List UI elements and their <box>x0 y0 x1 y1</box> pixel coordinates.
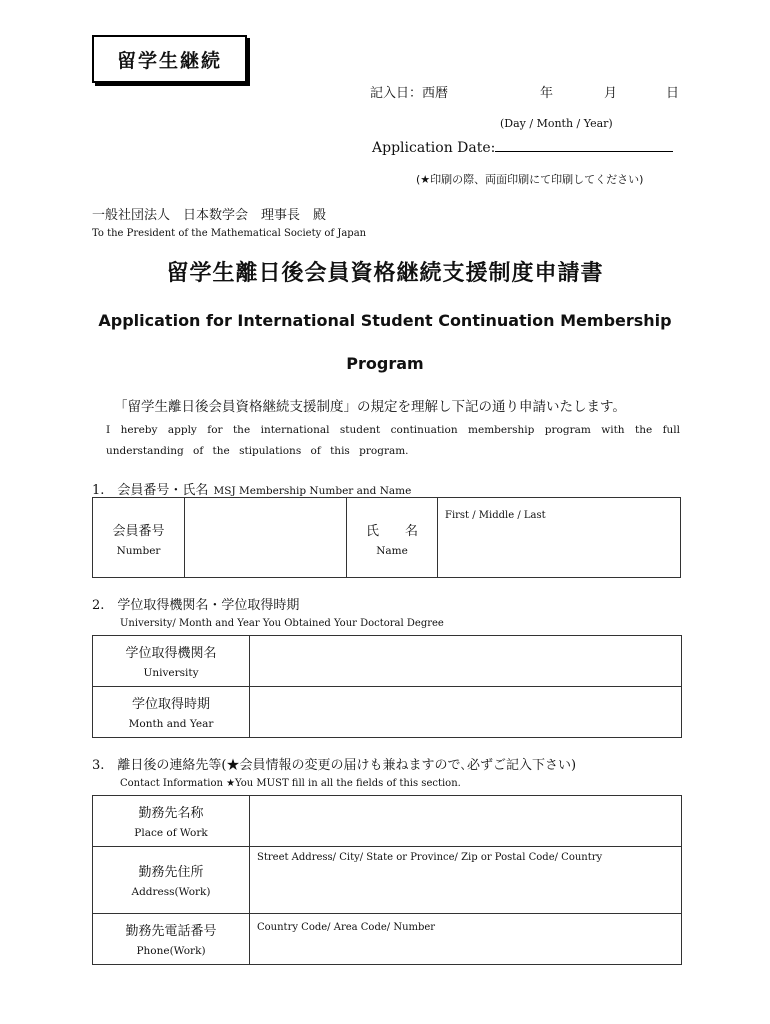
print-note: (★印刷の際、両面印刷にて印刷してください) <box>416 173 644 186</box>
work-phone-field[interactable] <box>250 914 682 965</box>
degree-period-label-jp: 学位取得時期 <box>131 697 210 712</box>
section3-heading-en: Contact Information ★You MUST fill in all the fields of this section. <box>120 778 461 789</box>
entry-month-label: 月 <box>604 86 618 101</box>
declaration-en: I hereby apply for the international student continuation membership program with the full understanding of the stipulations of this program. <box>106 424 680 457</box>
section1-table <box>92 497 681 578</box>
application-date-label: Application Date: <box>372 140 496 156</box>
declaration-jp: 「留学生離日後会員資格継続支援制度」の規定を理解し下記の通り申請いたします。 <box>114 399 626 415</box>
work-address-label <box>93 847 250 914</box>
date-format-hint: (Day / Month / Year) <box>500 117 613 130</box>
member-number-label <box>93 498 185 578</box>
entry-day-label: 日 <box>666 86 680 101</box>
work-name-label-jp: 勤務先名称 <box>138 806 204 821</box>
degree-period-label-en: Month and Year <box>128 718 214 730</box>
addressee-en: To the President of the Mathematical Society of Japan <box>92 228 367 239</box>
work-name-field[interactable] <box>250 796 682 847</box>
work-phone-hint: Country Code/ Area Code/ Number <box>257 922 436 933</box>
section2-heading-jp: 2. 学位取得機関名・学位取得時期 <box>92 598 300 613</box>
page-title-jp: 留学生離日後会員資格継続支援制度申請書 <box>166 261 604 286</box>
work-phone-label-jp: 勤務先電話番号 <box>125 924 217 939</box>
form-badge: 留学生継続 <box>92 35 247 83</box>
application-date-row <box>372 137 673 156</box>
work-phone-label <box>93 914 250 965</box>
degree-period-label <box>93 687 250 738</box>
university-field[interactable] <box>250 636 682 687</box>
name-field[interactable] <box>438 498 681 578</box>
university-label-jp: 学位取得機関名 <box>125 646 217 661</box>
page-title-en-line1: Application for International Student Continuation Membership <box>98 311 672 330</box>
section2-table <box>92 635 682 738</box>
section2-heading-en: University/ Month and Year You Obtained Your Doctoral Degree <box>120 618 444 629</box>
name-label-en: Name <box>376 545 408 557</box>
work-phone-label-en: Phone(Work) <box>136 945 206 957</box>
member-number-label-jp: 会員番号 <box>112 524 165 539</box>
university-label-en: University <box>143 667 199 679</box>
entry-date-label: 記入日：西暦 <box>370 86 449 101</box>
application-date-field[interactable] <box>495 137 673 152</box>
entry-year-label: 年 <box>540 86 554 101</box>
work-address-label-en: Address(Work) <box>131 886 211 898</box>
work-address-hint: Street Address/ City/ State or Province/ Zip or Postal Code/ Country <box>257 852 603 863</box>
university-label <box>93 636 250 687</box>
section1-heading-jp: 1. 会員番号・氏名 <box>92 483 209 498</box>
section1-heading-en: MSJ Membership Number and Name <box>213 485 412 497</box>
member-number-field[interactable] <box>185 498 347 578</box>
addressee-jp: 一般社団法人 日本数学会 理事長 殿 <box>92 208 327 223</box>
degree-period-field[interactable] <box>250 687 682 738</box>
work-name-label <box>93 796 250 847</box>
name-label <box>347 498 438 578</box>
work-address-label-jp: 勤務先住所 <box>138 865 204 880</box>
work-name-label-en: Place of Work <box>134 827 208 839</box>
work-address-field[interactable] <box>250 847 682 914</box>
section3-table <box>92 795 682 965</box>
name-label-jp: 氏 名 <box>365 524 418 539</box>
name-hint: First / Middle / Last <box>445 510 546 521</box>
section3-heading-jp: 3. 離日後の連絡先等(★会員情報の変更の届けも兼ねますので､必ずご記入下さい) <box>92 758 577 773</box>
member-number-label-en: Number <box>116 545 161 557</box>
section1-heading <box>92 479 411 498</box>
page-title-en-line2: Program <box>346 354 424 373</box>
